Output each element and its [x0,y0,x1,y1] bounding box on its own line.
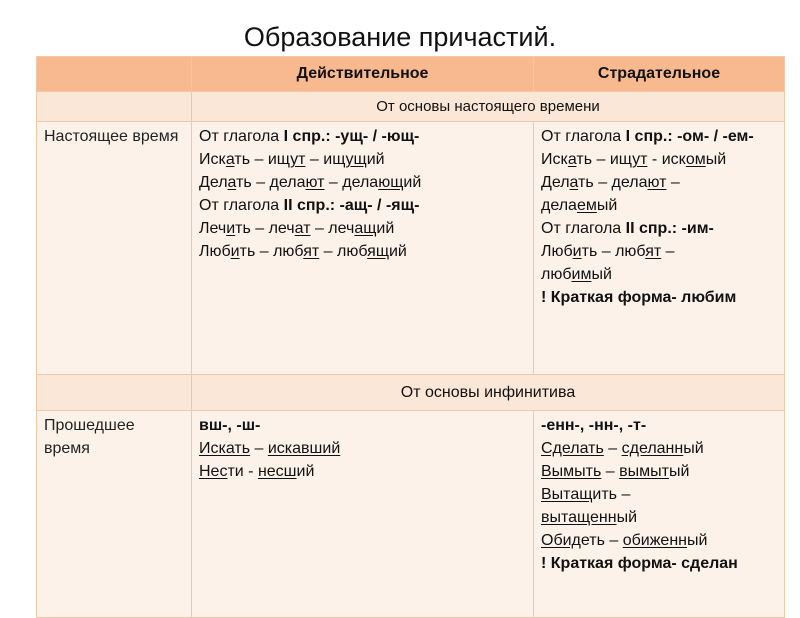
header-active: Действительное [192,57,534,92]
row-label-present: Настоящее время [37,122,192,375]
cell-past-active [192,411,534,618]
example-line: делаемый [541,197,618,214]
suffix-line: вш-, -ш- [199,417,261,434]
section-row-infinitive-stem [37,375,785,411]
suffix-line: -енн-, -нн-, -т- [541,417,647,434]
section-row-present-stem [37,92,785,122]
table-row-present [37,122,785,375]
participles-table [36,56,785,618]
header-passive: Страдательное [534,57,785,92]
example-line: Обидеть – обиженный [541,532,708,549]
example-line: любимый [541,266,612,283]
header-cell-empty [37,57,192,92]
rule-line: От глагола II спр.: -им- [541,220,714,237]
cell-past-passive [534,411,785,618]
table-header-row [37,57,785,92]
example-line: Лечить – лечат – лечащий [199,220,395,237]
example-line: Любить – любят – любящий [199,243,407,260]
example-line: вытащенный [541,509,638,526]
short-form-note: ! Краткая форма- любим [541,289,737,306]
short-form-note: ! Краткая форма- сделан [541,555,738,572]
page-title: Образование причастий. [243,22,557,52]
section-label-empty [37,375,192,411]
rule-line: От глагола II спр.: -ащ- / -ящ- [199,197,420,214]
example-line: Делать – делают – делающий [199,174,422,191]
section-present-stem: От основы настоящего времени [192,92,785,122]
rule-line: От глагола I спр.: -ом- / -ем- [541,128,754,145]
example-line: Вымыть – вымытый [541,463,690,480]
example-line: Искать – ищут - искомый [541,151,727,168]
example-line: Искать – искавший [199,440,341,457]
example-line: Искать – ищут – ищущий [199,151,385,168]
example-line: Вытащить – [541,486,631,503]
example-line: Любить – любят – [541,243,675,260]
section-label-empty [37,92,192,122]
example-line: Нести - несший [199,463,315,480]
row-label-past: Прошедшее время [37,411,192,618]
cell-present-active [192,122,534,375]
rule-line: От глагола I спр.: -ущ- / -ющ- [199,128,420,145]
table-row-past [37,411,785,618]
cell-present-passive [534,122,785,375]
example-line: Сделать – сделанный [541,440,704,457]
section-infinitive-stem: От основы инфинитива [192,375,785,411]
example-line: Делать – делают – [541,174,680,191]
